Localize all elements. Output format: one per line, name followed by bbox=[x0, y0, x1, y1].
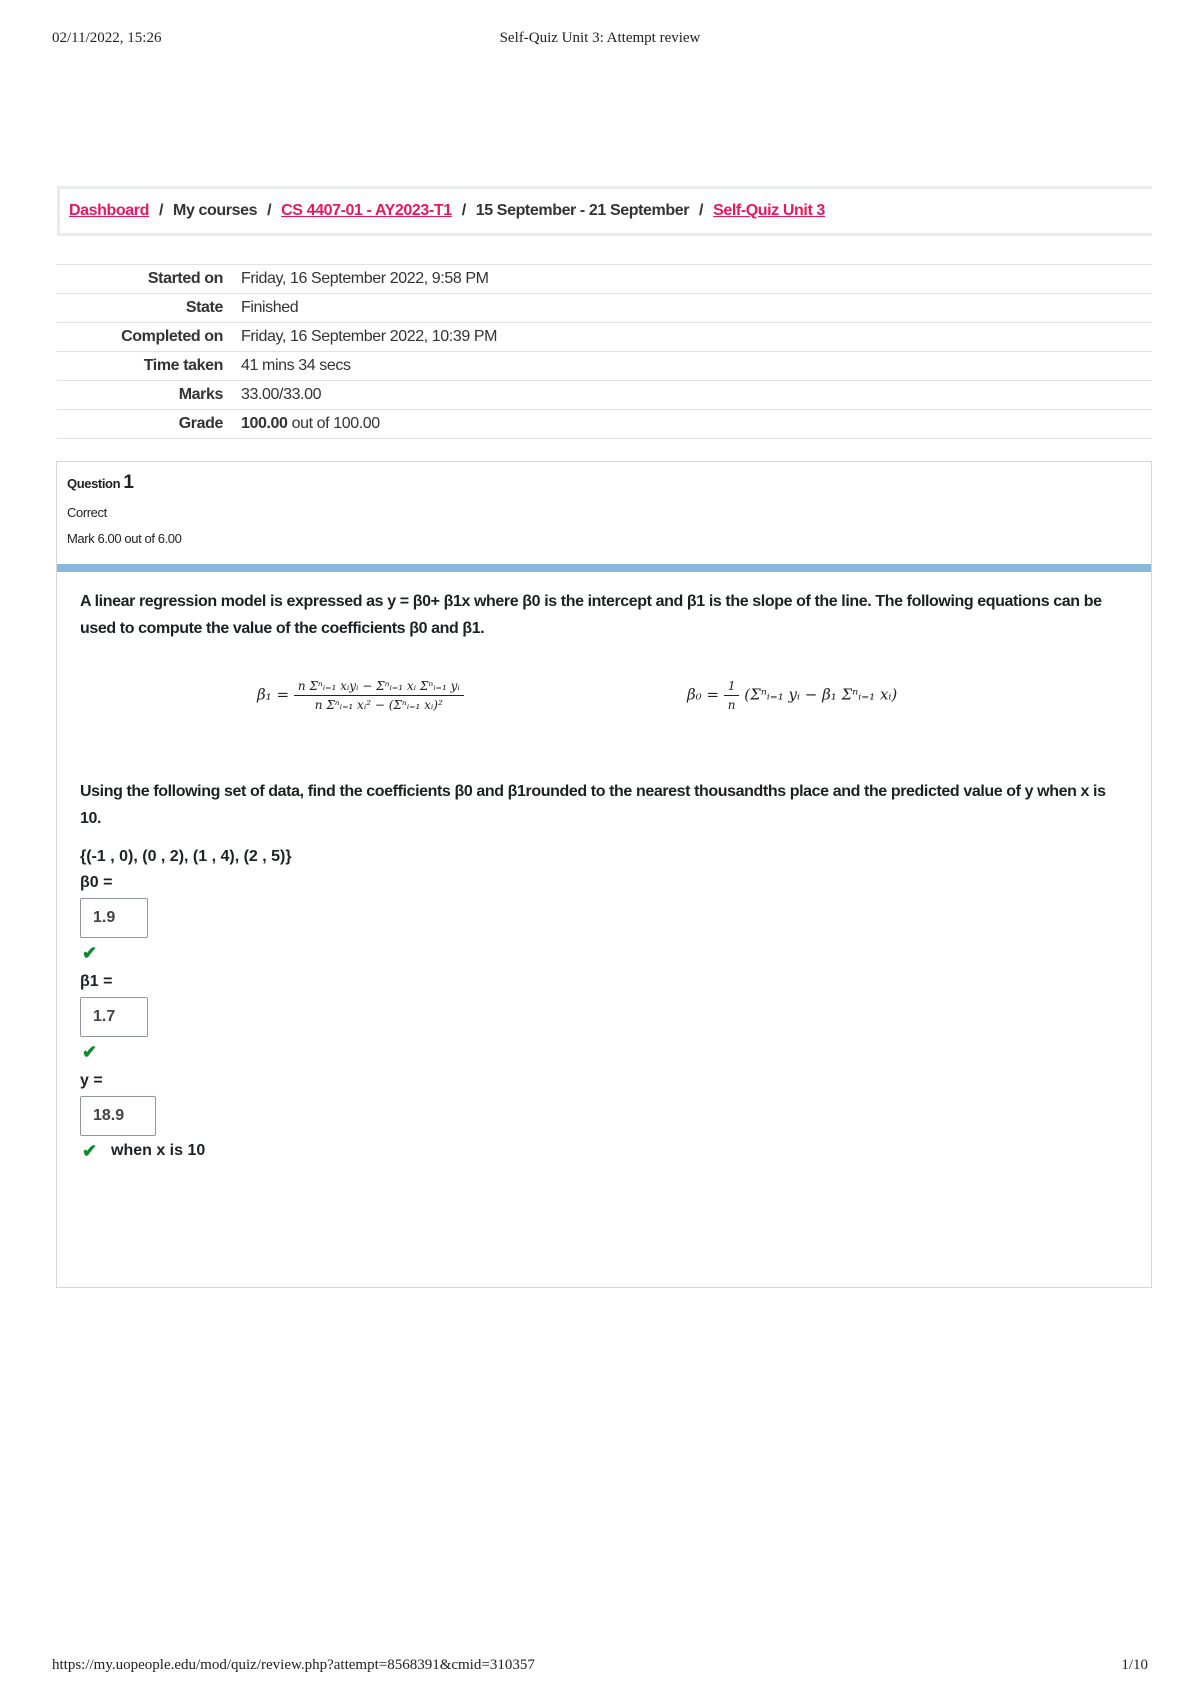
breadcrumb-course-link[interactable]: CS 4407-01 - AY2023-T1 bbox=[281, 202, 452, 219]
breadcrumb-separator: / bbox=[267, 202, 272, 219]
summary-row-state bbox=[57, 293, 1152, 322]
print-title: Self-Quiz Unit 3: Attempt review bbox=[499, 30, 701, 46]
answer-label-y: y = bbox=[80, 1072, 103, 1089]
summary-row-started bbox=[57, 264, 1152, 293]
print-header bbox=[52, 30, 1148, 50]
breadcrumb-separator: / bbox=[158, 202, 164, 219]
time-taken-label: Time taken bbox=[143, 357, 223, 374]
breadcrumb-separator: / bbox=[461, 202, 466, 219]
started-label: Started on bbox=[147, 270, 223, 287]
formula-beta1-lhs: β₁ = bbox=[257, 685, 290, 704]
formula-beta1-denominator: n Σⁿᵢ₌₁ xᵢ² − (Σⁿᵢ₌₁ xᵢ)² bbox=[314, 698, 443, 712]
started-value: Friday, 16 September 2022, 9:58 PM bbox=[241, 270, 489, 287]
grade-score: 100.00 bbox=[241, 415, 288, 432]
breadcrumb-week: 15 September - 21 September bbox=[475, 202, 690, 219]
marks-value: 33.00/33.00 bbox=[241, 386, 322, 403]
formula-beta1 bbox=[257, 679, 464, 712]
breadcrumb-quiz-link[interactable]: Self-Quiz Unit 3 bbox=[713, 202, 825, 219]
question-number-value: 1 bbox=[123, 472, 134, 493]
correct-check-icon: ✔ bbox=[82, 1141, 98, 1161]
question-mark: Mark 6.00 out of 6.00 bbox=[67, 531, 182, 546]
time-taken-value: 41 mins 34 secs bbox=[241, 357, 351, 374]
question-info bbox=[67, 472, 181, 557]
answer-suffix-y: when x is 10 bbox=[111, 1142, 206, 1159]
state-value: Finished bbox=[241, 299, 299, 316]
formula-beta1-fraction bbox=[294, 679, 464, 712]
grade-value bbox=[223, 415, 380, 433]
formula-beta0-numerator: 1 bbox=[724, 679, 740, 696]
print-url: https://my.uopeople.edu/mod/quiz/review.php?attempt=8568391&cmid=310357 bbox=[52, 1657, 535, 1673]
summary-row-completed bbox=[57, 322, 1152, 351]
state-label: State bbox=[185, 299, 223, 316]
question-instruction: Using the following set of data, find the coefficients β0 and β1rounded to the nearest thousandths place and the predicted value of y when x is 10. bbox=[80, 783, 1106, 827]
question-divider bbox=[57, 564, 1151, 572]
formula-beta0-rhs: (Σⁿᵢ₌₁ yᵢ − β₁ Σⁿᵢ₌₁ xᵢ) bbox=[744, 685, 898, 704]
answer-input-y[interactable]: 18.9 bbox=[80, 1096, 156, 1136]
summary-row-marks bbox=[57, 380, 1152, 409]
formula-beta0-denominator: n bbox=[727, 698, 736, 712]
question-dataset: {(-1 , 0), (0 , 2), (1 , 4), (2 , 5)} bbox=[80, 848, 292, 865]
answer-label-beta1: β1 = bbox=[80, 973, 113, 990]
question-intro: A linear regression model is expressed as y = β0+ β1x where β0 is the intercept and β1 is the slope of the line. The following equations can be used to compute the value of the coefficients β0 and β1. bbox=[80, 593, 1102, 637]
grade-label: Grade bbox=[178, 415, 223, 432]
question-card bbox=[56, 461, 1152, 1288]
breadcrumb-dashboard-link[interactable]: Dashboard bbox=[69, 202, 149, 219]
answer-input-beta1[interactable]: 1.7 bbox=[80, 997, 148, 1037]
breadcrumb-my-courses: My courses bbox=[173, 202, 258, 219]
question-number bbox=[67, 472, 181, 494]
formula-beta0-fraction bbox=[724, 679, 740, 712]
summary-row-time bbox=[57, 351, 1152, 380]
print-page-number: 1/10 bbox=[1121, 1657, 1148, 1673]
question-label: Question bbox=[67, 476, 121, 491]
answer-label-beta0: β0 = bbox=[80, 874, 113, 891]
marks-label: Marks bbox=[178, 386, 223, 403]
completed-label: Completed on bbox=[121, 328, 223, 345]
formula-beta0 bbox=[687, 679, 897, 712]
breadcrumb-separator: / bbox=[699, 202, 704, 219]
print-footer bbox=[52, 1657, 1148, 1677]
summary-row-grade bbox=[57, 409, 1152, 439]
completed-value: Friday, 16 September 2022, 10:39 PM bbox=[241, 328, 498, 345]
grade-suffix: out of 100.00 bbox=[287, 415, 380, 432]
formula-beta1-numerator: n Σⁿᵢ₌₁ xᵢyᵢ − Σⁿᵢ₌₁ xᵢ Σⁿᵢ₌₁ yᵢ bbox=[294, 679, 464, 696]
breadcrumb bbox=[57, 186, 1152, 236]
attempt-summary-table bbox=[57, 264, 1152, 439]
formula-beta0-lhs: β₀ = bbox=[687, 685, 720, 704]
correct-check-icon: ✔ bbox=[82, 1042, 98, 1062]
correct-check-icon: ✔ bbox=[82, 943, 98, 963]
print-datetime: 02/11/2022, 15:26 bbox=[52, 30, 162, 46]
question-status: Correct bbox=[67, 505, 107, 520]
answer-input-beta0[interactable]: 1.9 bbox=[80, 898, 148, 938]
